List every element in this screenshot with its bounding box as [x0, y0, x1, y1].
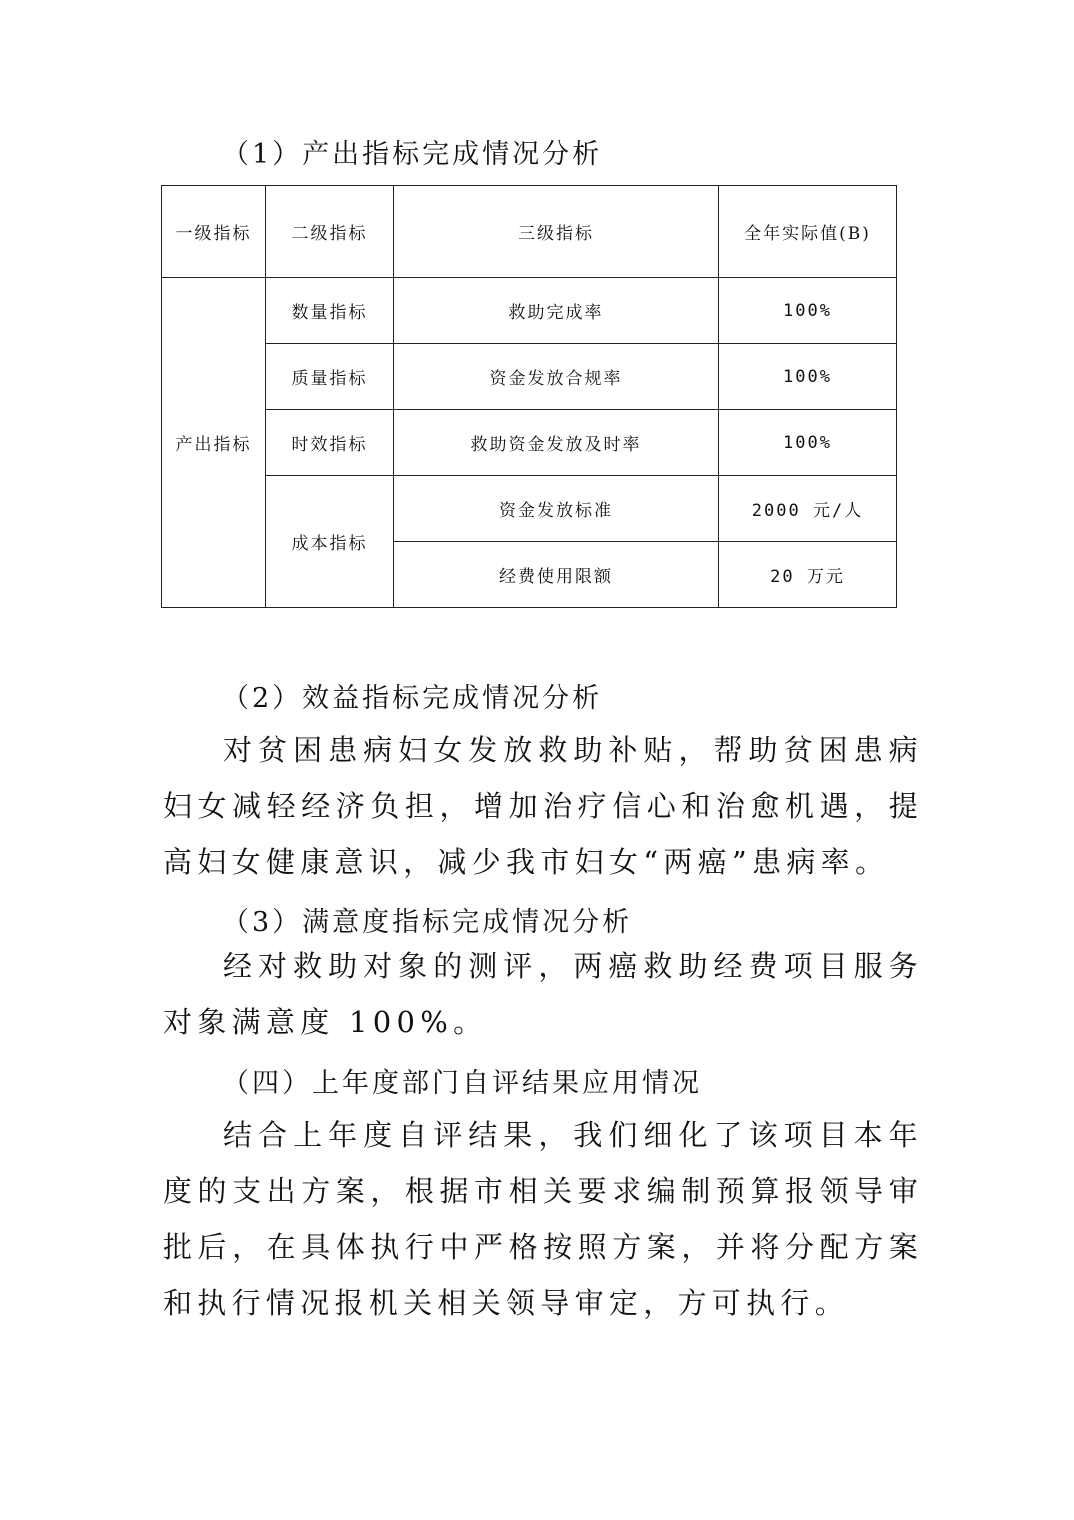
header-level3: 三级指标 [394, 186, 719, 278]
section-heading-output-indicators: （1）产出指标完成情况分析 [222, 139, 603, 170]
cell-level3: 资金发放合规率 [394, 344, 719, 410]
self-evaluation-paragraph: 结合上年度自评结果，我们细化了该项目本年度的支出方案，根据市相关要求编制预算报领导审批后，在具体执行中严格按照方案，并将分配方案和执行情况报机关相关领导审定，方可执行。 [163, 1118, 923, 1320]
header-level1: 一级指标 [162, 186, 266, 278]
cell-level2: 质量指标 [266, 344, 394, 410]
table-header-row [162, 186, 897, 278]
benefit-paragraph: 对贫困患病妇女发放救助补贴，帮助贫困患病妇女减轻经济负担，增加治疗信心和治愈机遇，提高妇女健康意识，减少我市妇女“两癌”患病率。 [163, 733, 923, 879]
satisfaction-paragraph: 经对救助对象的测评，两癌救助经费项目服务对象满意度 100%。 [163, 949, 923, 1039]
cell-level3: 救助资金发放及时率 [394, 410, 719, 476]
cell-level3: 救助完成率 [394, 278, 719, 344]
cell-value: 100% [719, 410, 897, 476]
cell-level1: 产出指标 [162, 278, 266, 608]
table-row [162, 278, 897, 344]
table-row [162, 344, 897, 410]
cell-value: 100% [719, 278, 897, 344]
cell-level2: 时效指标 [266, 410, 394, 476]
header-level2: 二级指标 [266, 186, 394, 278]
cell-value: 20 万元 [719, 542, 897, 608]
cell-value: 2000 元/人 [719, 476, 897, 542]
table-row [162, 410, 897, 476]
cell-value: 100% [719, 344, 897, 410]
cell-level2: 成本指标 [266, 476, 394, 608]
cell-level2: 数量指标 [266, 278, 394, 344]
section-heading-satisfaction-indicators: （3）满意度指标完成情况分析 [222, 907, 633, 938]
indicator-table [161, 185, 897, 608]
section-heading-self-evaluation: （四）上年度部门自评结果应用情况 [222, 1068, 702, 1099]
cell-level3: 资金发放标准 [394, 476, 719, 542]
header-actual-value: 全年实际值(B) [719, 186, 897, 278]
table-row [162, 476, 897, 542]
cell-level3: 经费使用限额 [394, 542, 719, 608]
section-heading-benefit-indicators: （2）效益指标完成情况分析 [222, 683, 603, 714]
